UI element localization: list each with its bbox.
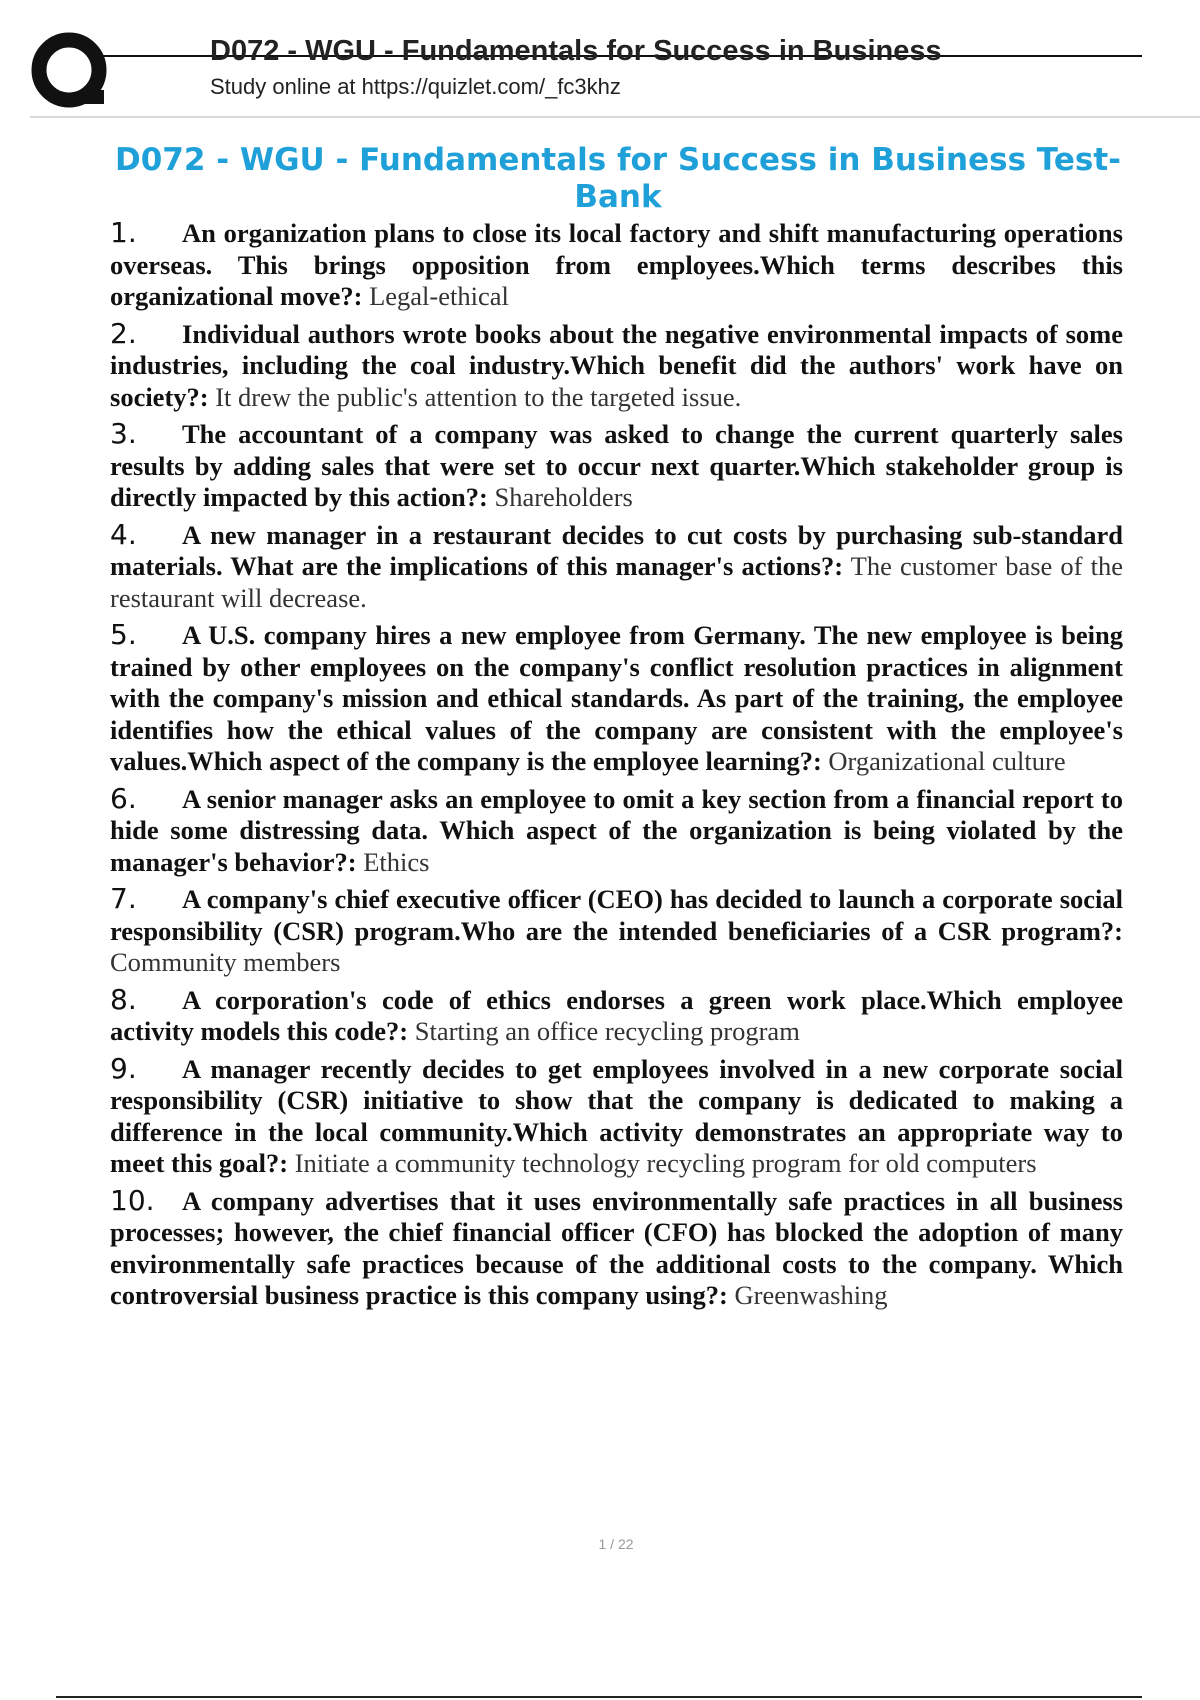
question-item (110, 984, 1123, 1048)
answer-text: Legal-ethical (369, 281, 509, 311)
answer-text: It drew the public's attention to the targeted issue. (215, 381, 742, 412)
page-header (0, 0, 1200, 120)
answer-text: Ethics (363, 846, 430, 877)
question-number: 9. (110, 1051, 137, 1085)
question-text: A company advertises that it uses environmentally safe practices in all business processes; however, the chief financial officer (CFO) has blocked the adoption of many environmentally safe practices because of the additional costs to the company. Which controversial business practice is this company using?: (110, 1185, 1123, 1310)
question-item (110, 1053, 1123, 1180)
question-text: The accountant of a company was asked to change the current quarterly sales results by adding sales that were set to occur next quarter.Which stakeholder group is directly impacted by this action?: (110, 419, 1123, 512)
question-item (110, 418, 1123, 514)
quizlet-logo-icon (30, 30, 112, 112)
header-title: D072 - WGU - Fundamentals for Success in Business (210, 35, 942, 67)
question-number: 6. (110, 781, 137, 815)
question-text: Individual authors wrote books about the negative environmental impacts of some industries, including the coal industry.Which benefit did the authors' work have on society?: (110, 318, 1123, 412)
question-number: 1. (110, 216, 137, 249)
question-number: 7. (110, 882, 137, 915)
question-number: 2. (110, 316, 137, 350)
page-number: 1 / 22 (598, 1536, 634, 1552)
question-number: 10. (110, 1183, 155, 1217)
answer-text: Shareholders (494, 482, 633, 512)
footer-rule (56, 1696, 1142, 1698)
header-divider (30, 116, 1200, 118)
document-title: D072 - WGU - Fundamentals for Success in Business Test-Bank (114, 142, 1122, 215)
answer-text: Greenwashing (734, 1280, 888, 1310)
question-item (110, 217, 1123, 313)
answer-text: Organizational culture (828, 746, 1066, 776)
question-item (110, 318, 1123, 414)
question-number: 5. (110, 618, 137, 651)
question-text: A new manager in a restaurant decides to cut costs by purchasing sub-standard materials. What are the implications of this manager's actions?: (110, 519, 1123, 581)
question-number: 8. (110, 982, 137, 1016)
question-text: An organization plans to close its local factory and shift manufacturing operations overseas. This brings opposition from employees.Which terms describes this organizational move?: (110, 218, 1123, 311)
question-text: A company's chief executive officer (CEO) has decided to launch a corporate social responsibility (CSR) program.Who are the intended beneficiaries of a CSR program?: (110, 884, 1123, 946)
question-text: A manager recently decides to get employees involved in a new corporate social responsibility (CSR) initiative to show that the company is dedicated to making a difference in the local community.Which activity demonstrates an appropriate way to meet this goal?: (110, 1053, 1123, 1178)
question-number: 3. (110, 417, 137, 450)
answer-text: The customer base of the restaurant will decrease. (110, 551, 1123, 613)
question-text: A U.S. company hires a new employee from Germany. The new employee is being trained by other employees on the company's conflict resolution practices in alignment with the company's mission and ethical standards. As part of the training, the employee identifies how the ethical values of the company are consistent with the employee's values.Which aspect of the company is the employee learning?: (110, 620, 1123, 776)
answer-text: Starting an office recycling program (414, 1016, 800, 1046)
question-text: A corporation's code of ethics endorses a green work place.Which employee activity models this code?: (110, 984, 1123, 1046)
question-item (110, 783, 1123, 879)
question-item (110, 883, 1123, 979)
question-item (110, 619, 1123, 778)
answer-text: Community members (110, 947, 341, 977)
answer-text: Initiate a community technology recycling program for old computers (294, 1148, 1037, 1178)
question-item (110, 519, 1123, 615)
header-subtitle: Study online at https://quizlet.com/_fc3khz (210, 74, 621, 99)
question-number: 4. (110, 517, 137, 551)
question-item (110, 1185, 1123, 1312)
question-list (110, 217, 1123, 1317)
question-text: A senior manager asks an employee to omit a key section from a financial report to hide some distressing data. Which aspect of the organization is being violated by the manager's behavior?: (110, 783, 1123, 877)
